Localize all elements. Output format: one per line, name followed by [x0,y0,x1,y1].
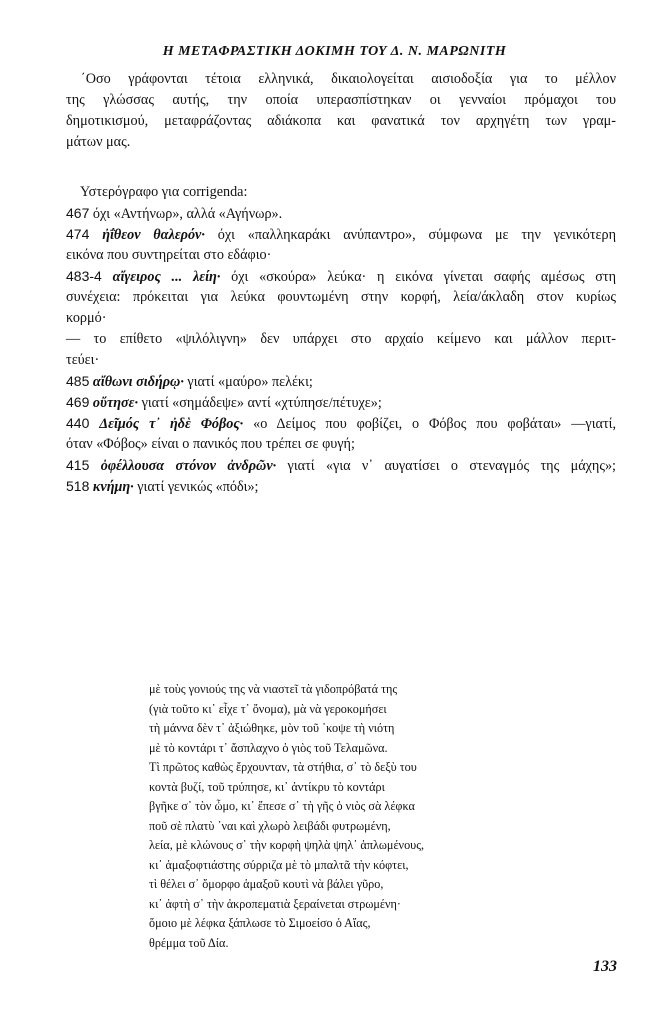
corrigenda-entry: — το επίθετο «ψιλόλιγνη» δεν υπάρχει στο αρχαίο κείμενο και μάλλον περιτ- [66,331,616,347]
poem-line: ὅμοιο μὲ λέφκα ξάπλωσε τὸ Σιμοείσο ὁ Αἴας, [149,916,371,930]
poem-line: κι᾽ ἀφτὴ σ᾽ τὴν ἀκροπεματιὰ ξεραίνεται στρωμένη· [149,896,401,911]
poem-line: κι᾽ ἁμαξοφτιάστης σύρριζα μὲ τὸ μπαλτᾶ τὴν κόφτει, [149,857,409,872]
corrigenda-entry: 474 ἠΐθεον θαλερόν· όχι «παλληκαράκι ανύπαντρο», σύμφωνα με την γενικότερη [66,226,616,243]
verse-number: 440 [66,415,90,431]
verse-number: 483-4 [66,268,102,284]
postscript-title: Υστερόγραφο για corrigenda: [80,184,248,200]
page-number: 133 [593,958,617,975]
greek-term: ἠΐθεον θαλερόν· [102,227,205,243]
corrigenda-entry: 469 οὔτησε· γιατί «σημάδεψε» αντί «χτύπησε/πέτυχε»; [66,394,382,411]
paragraph-line: δημοτικισμού, μεταφράζοντας αδιάκοπα και φανατικά τον αρχηγέτη των γραμ- [66,113,616,129]
corrigenda-entry: 485 αἴθωνι σιδήρῳ· γιατί «μαύρο» πελέκι; [66,373,313,390]
corrigenda-continuation: συνέχεια: πρόκειται για λεύκα φουντωμένη στην κορφή, λεία/άκλαδη στον κυρίως [66,289,616,305]
corrigenda-continuation: όταν «Φόβος» είναι ο πανικός που τρέπει σε φυγή; [66,436,355,452]
poem-line: κοντὰ βυζί, τοῦ τρύπησε, κι᾽ ἀντίκρυ τὸ κοντάρι [149,779,385,794]
poem-line: τὶ θέλει σ᾽ ὄμορφο ἁμαξοῦ κουτὶ νὰ βάλει γῦρο, [149,877,384,891]
corrigenda-entry: 467 όχι «Αντήνωρ», αλλά «Αγήνωρ». [66,205,283,222]
greek-term: ὀφέλλουσα στόνον ἀνδρῶν· [100,458,277,474]
corrigenda-continuation: κορμό· [66,310,107,326]
verse-number: 415 [66,457,90,473]
greek-term: αἴθωνι σιδήρῳ· [92,374,184,390]
verse-number: 485 [66,373,90,389]
greek-term: αἴγειρος ... λείη· [112,269,221,285]
corrigenda-continuation: τεύει· [66,352,100,368]
poem-line: βγῆκε σ᾽ τὸν ὦμο, κι᾽ ἔπεσε σ᾽ τὴ γῆς ὁ νιὸς σὰ λέφκα [149,799,415,813]
greek-term: οὔτησε· [92,395,139,411]
paragraph-line: ΄Οσο γράφονται τέτοια ελληνικά, δικαιολογείται αισιοδοξία για το μέλλον [81,71,616,87]
poem-line: μὲ τοὺς γονιούς της νὰ νιαστεῖ τὰ γιδοπρόβατά της [149,682,398,696]
greek-term: Δεῖμός τ᾽ ἠδὲ Φόβος· [99,416,244,432]
running-header: Η ΜΕΤΑΦΡΑΣΤΙΚΗ ΔΟΚΙΜΗ ΤΟΥ Δ. Ν. ΜΑΡΩΝΙΤΗ [162,44,507,59]
corrigenda-entry: 440 Δεῖμός τ᾽ ἠδὲ Φόβος· «ο Δείμος που φοβίζει, ο Φόβος που φοβάται» —γιατί, [66,415,617,432]
poem-line: τὴ μάννα δὲν τ᾽ ἀξιώθηκε, μὸν τοῦ ᾽κοψε τὴ νιότη [149,721,395,735]
poem-line: λεία, μὲ κλώνους σ᾽ τὴν κορφὴ ψηλὰ ψηλ᾽ ἁπλωμένους, [149,838,425,852]
opening-paragraph [66,69,616,153]
poem-line: Τὶ πρῶτος καθὼς ἔρχουνταν, τὰ στήθια, σ᾽ τὸ δεξὺ του [149,760,417,774]
poem-line: ποῦ σὲ πλατὺ ᾽ναι καὶ χλωρὸ λειβάδι φυτρωμένη, [149,818,391,833]
corrigenda-entry: 518 κνήμη· γιατί γενικώς «πόδι»; [66,478,259,495]
poem-line: θρέμμα τοῦ Δία. [149,935,229,950]
quoted-poem [149,680,549,953]
poem-line: (γιὰ τοῦτο κι᾽ εἶχε τ᾽ ὄνομα), μὰ νὰ γεροκομήσει [149,701,387,716]
greek-term: κνήμη· [92,479,134,495]
paragraph-line: της γλώσσας αυτής, την οποία υπερασπίστηκαν οι γενναίοι πρόμαχοι του [66,92,616,108]
poem-line: μὲ τὸ κοντάρι τ᾽ ἄσπλαχνο ὁ γιὸς τοῦ Τελαμῶνα. [149,740,388,755]
verse-number: 469 [66,394,90,410]
verse-number: 474 [66,226,90,242]
corrigenda-entry: 415 ὀφέλλουσα στόνον ἀνδρῶν· γιατί «για ν᾽ αυγατίσει ο στεναγμός της μάχης»; [66,457,616,474]
corrigenda-entry: 483-4 αἴγειρος ... λείη· όχι «σκούρα» λεύκα· η εικόνα γίνεται σαφής αμέσως στη [66,268,617,285]
verse-number: 467 [66,205,90,221]
corrigenda-section [66,182,616,497]
verse-number: 518 [66,478,90,494]
paragraph-line: μάτων μας. [66,134,131,150]
corrigenda-continuation: εικόνα που συντηρείται στο εδάφιο· [66,247,272,263]
